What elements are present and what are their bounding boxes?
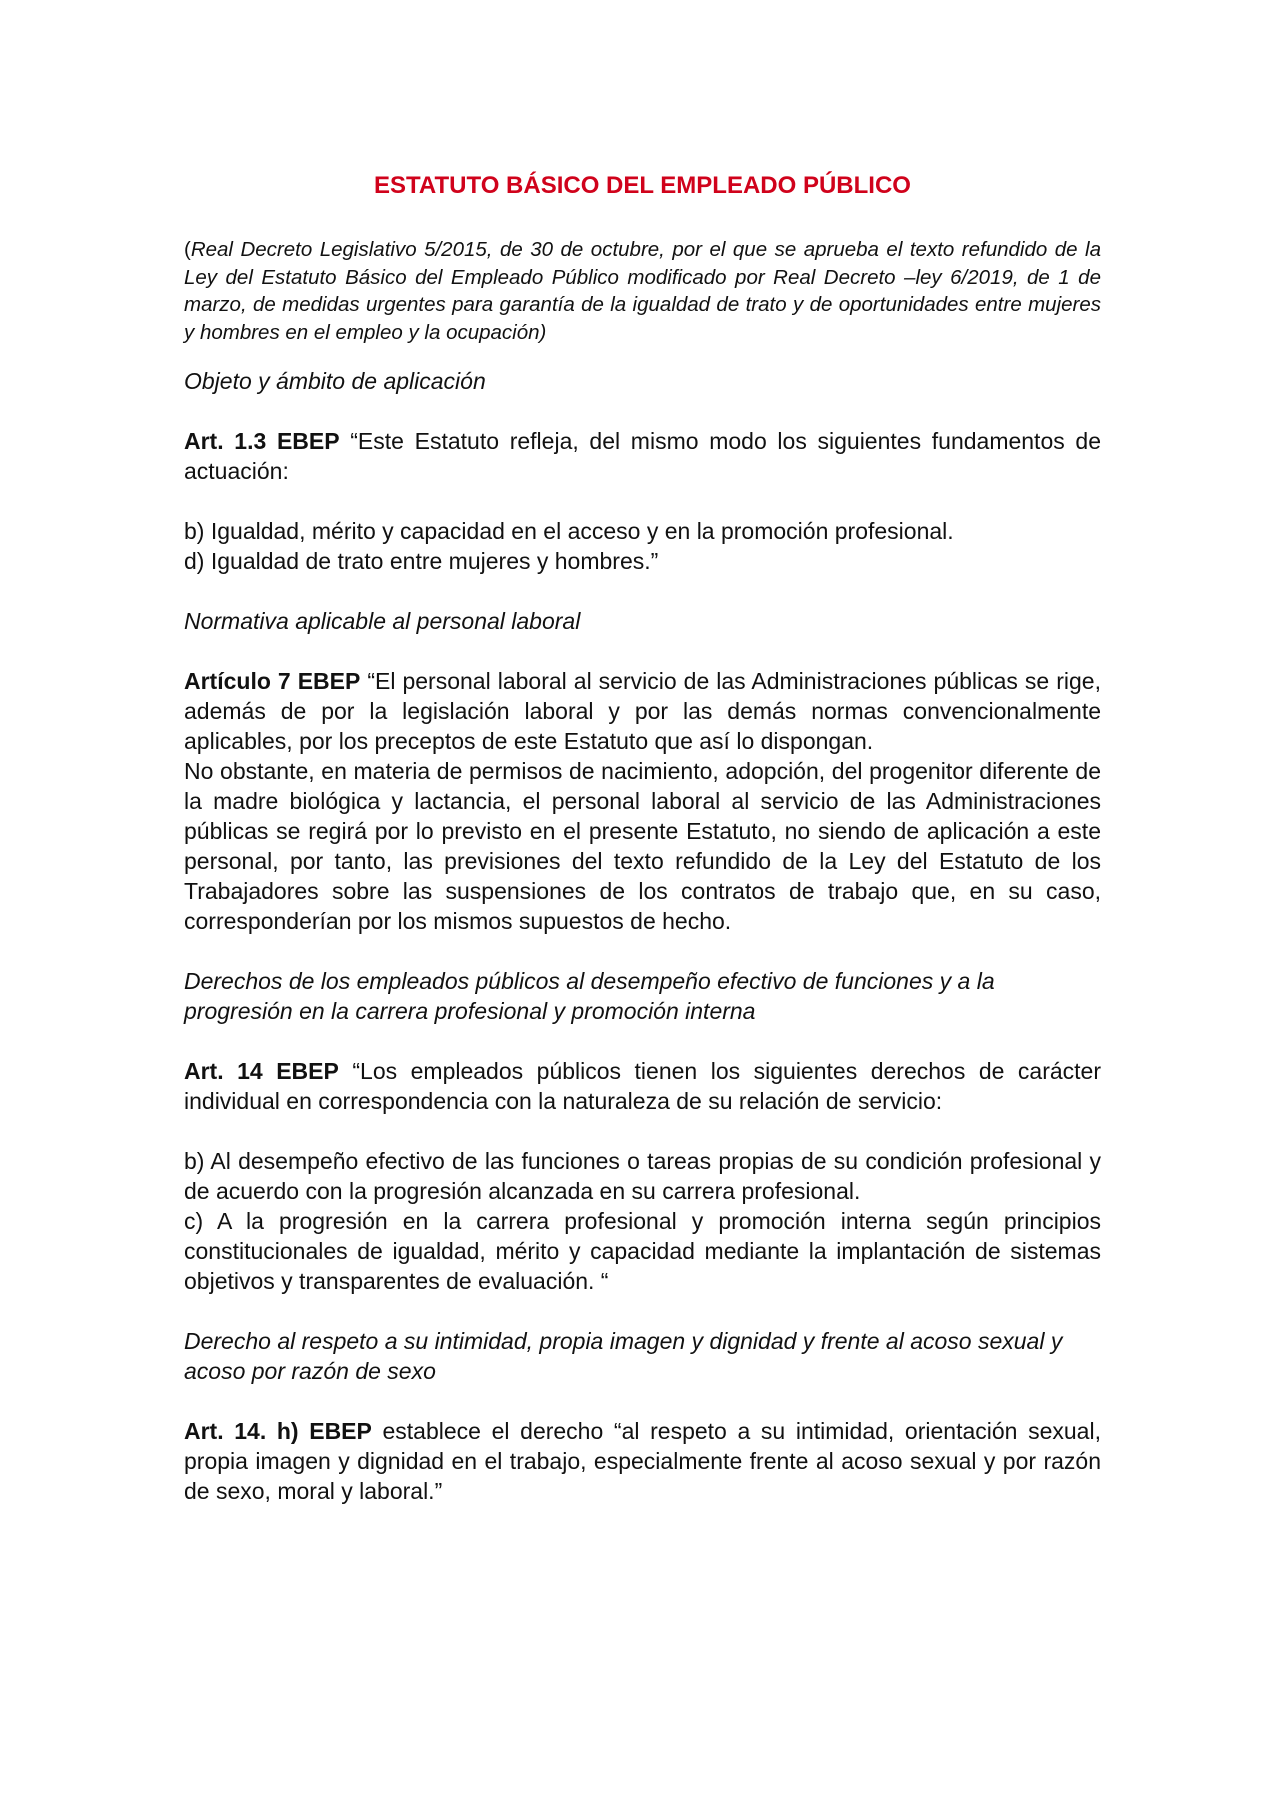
article-reference: Art. 1.3 EBEP — [184, 428, 340, 454]
article-paragraph-1-3 — [184, 426, 1101, 486]
article-text: “Este Estatuto refleja, del mismo modo los siguientes fundamentos de actuación: — [184, 428, 1102, 484]
section-heading-derechos-desempeno: Derechos de los empleados públicos al desempeño efectivo de funciones y a la progresión en la carrera profesional y promoción interna — [184, 968, 995, 1024]
article-text: establece el derecho “al respeto a su intimidad, orientación sexual, propia imagen y dignidad en el trabajo, especialmente frente al acoso sexual y por razón de sexo, moral y laboral.” — [184, 1418, 1101, 1504]
list-item: d) Igualdad de trato entre mujeres y hombres.” — [184, 548, 659, 574]
article-block-7 — [184, 666, 1101, 936]
article-reference: Art. 14. h) EBEP — [184, 1418, 372, 1444]
section-heading-intimidad: Derecho al respeto a su intimidad, propia imagen y dignidad y frente al acoso sexual y acoso por razón de sexo — [184, 1328, 1063, 1384]
section-heading-normativa: Normativa aplicable al personal laboral — [184, 608, 581, 634]
document-title: ESTATUTO BÁSICO DEL EMPLEADO PÚBLICO — [374, 172, 911, 199]
list-item: c) A la progresión en la carrera profesional y promoción interna según principios constitucionales de igualdad, mérito y capacidad mediante la implantación de sistemas objetivos y transparentes de evaluación. “ — [184, 1208, 1101, 1294]
list-item: b) Igualdad, mérito y capacidad en el acceso y en la promoción profesional. — [184, 518, 954, 544]
article-paragraph-7 — [184, 666, 1101, 756]
article-text: “Los empleados públicos tienen los siguientes derechos de carácter individual en correspondencia con la naturaleza de su relación de servicio: — [184, 1058, 1102, 1114]
intro-open-paren: ( — [184, 238, 191, 261]
article-paragraph-14h — [184, 1416, 1101, 1506]
intro-paragraph — [184, 236, 1101, 346]
document-page — [184, 170, 1101, 1536]
article-reference: Art. 14 EBEP — [184, 1058, 339, 1084]
section-heading-objeto: Objeto y ámbito de aplicación — [184, 368, 486, 394]
intro-text: Real Decreto Legislativo 5/2015, de 30 de octubre, por el que se aprueba el texto refundido de la Ley del Estatuto Básico del Empleado Público modificado por Real Decreto –ley 6/2019, de 1 de marzo, de medidas urgentes para garantía de la igualdad de trato y de oportunidades entre mujeres y hombres en el empleo y la ocupación) — [184, 238, 1101, 344]
article-paragraph-14 — [184, 1056, 1101, 1116]
list-item: b) Al desempeño efectivo de las funciones o tareas propias de su condición profesional y de acuerdo con la progresión alcanzada en su carrera profesional. — [184, 1148, 1101, 1204]
article-continuation: No obstante, en materia de permisos de nacimiento, adopción, del progenitor diferente de la madre biológica y lactancia, el personal laboral al servicio de las Administraciones públicas se regirá por lo previsto en el presente Estatuto, no siendo de aplicación a este personal, por tanto, las previsiones del texto refundido de la Ley del Estatuto de los Trabajadores sobre las suspensiones de los contratos de trabajo que, en su caso, corresponderían por los mismos supuestos de hecho. — [184, 758, 1101, 934]
article-reference: Artículo 7 EBEP — [184, 668, 361, 694]
article-text: “El personal laboral al servicio de las Administraciones públicas se rige, además de por la legislación laboral y por las demás normas convencionalmente aplicables, por los preceptos de este Estatuto que así lo dispongan. — [184, 668, 1101, 754]
